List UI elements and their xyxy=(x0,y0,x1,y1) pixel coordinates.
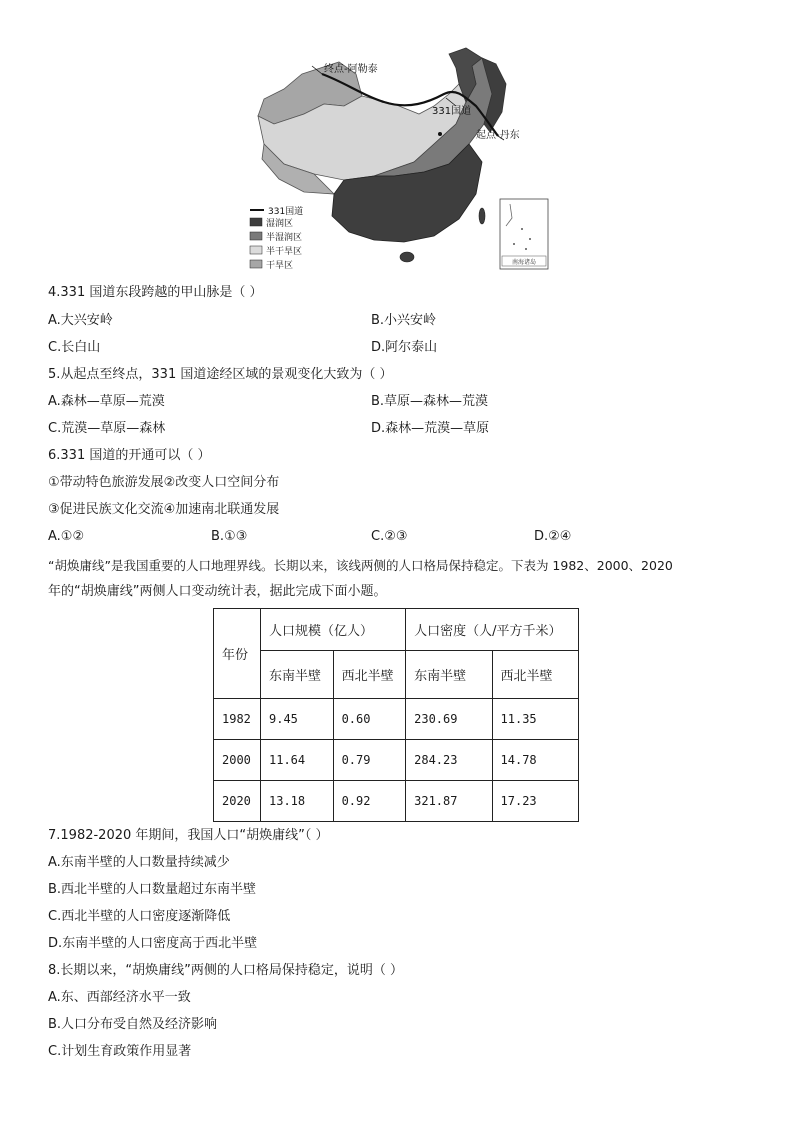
table-cell: 0.92 xyxy=(333,781,406,822)
q6-stem: 6.331 国道的开通可以（ ） xyxy=(48,448,211,463)
table-subheader-density-northwest: 西北半壁 xyxy=(492,651,578,699)
table-cell: 230.69 xyxy=(406,699,492,740)
table-subheader-size-southeast: 东南半壁 xyxy=(261,651,334,699)
table-cell: 13.18 xyxy=(261,781,334,822)
q8-stem: 8.长期以来，“胡焕庸线”两侧的人口格局保持稳定，说明（ ） xyxy=(48,963,404,978)
map-legend xyxy=(250,205,303,271)
q4-option-d[interactable]: D.阿尔泰山 xyxy=(371,340,438,355)
table-cell-year: 1982 xyxy=(214,699,261,740)
table-cell: 14.78 xyxy=(492,740,578,781)
table-cell: 321.87 xyxy=(406,781,492,822)
legend-label-road: 331国道 xyxy=(268,207,304,217)
q8-option-b[interactable]: B.人口分布受自然及经济影响 xyxy=(48,1017,218,1032)
q8-option-c[interactable]: C.计划生育政策作用显著 xyxy=(48,1044,192,1059)
q6-statements-2: ③促进民族文化交流④加速南北联通发展 xyxy=(48,502,280,517)
q4-option-a[interactable]: A.大兴安岭 xyxy=(48,313,113,328)
intro-line-2: 年的“胡焕庸线”两侧人口变动统计表，据此完成下面小题。 xyxy=(48,584,387,599)
q5-option-d[interactable]: D.森林—荒漠—草原 xyxy=(371,421,490,436)
table-cell-year: 2000 xyxy=(214,740,261,781)
q8-option-a[interactable]: A.东、西部经济水平一致 xyxy=(48,990,191,1005)
intro-line-1: “胡焕庸线”是我国重要的人口地理界线。长期以来，该线两侧的人口格局保持稳定。下表为 1982、2000、2020 xyxy=(48,558,673,573)
q5-option-b[interactable]: B.草原—森林—荒漠 xyxy=(371,394,489,409)
q4-option-c[interactable]: C.长白山 xyxy=(48,340,101,355)
table-row xyxy=(214,740,579,781)
climate-zone-map xyxy=(244,44,556,274)
q7-option-a[interactable]: A.东南半壁的人口数量持续减少 xyxy=(48,855,230,870)
q6-option-d[interactable]: D.②④ xyxy=(534,529,572,544)
table-subheader-density-southeast: 东南半壁 xyxy=(406,651,492,699)
q5-option-c[interactable]: C.荒漠—草原—森林 xyxy=(48,421,166,436)
table-subheader-size-northwest: 西北半壁 xyxy=(333,651,406,699)
table-cell-year: 2020 xyxy=(214,781,261,822)
map-end-label: 终点-阿勒泰 xyxy=(324,64,378,75)
q5-stem: 5.从起点至终点，331 国道途经区域的景观变化大致为（ ） xyxy=(48,367,393,382)
table-cell: 9.45 xyxy=(261,699,334,740)
table-cell: 0.79 xyxy=(333,740,406,781)
legend-label-arid: 干旱区 xyxy=(266,261,294,271)
legend-label-humid: 湿润区 xyxy=(266,219,294,229)
legend-label-semi-arid: 半干旱区 xyxy=(266,247,303,257)
table-cell: 11.64 xyxy=(261,740,334,781)
q6-option-b[interactable]: B.①③ xyxy=(211,529,248,544)
table-cell: 11.35 xyxy=(492,699,578,740)
q6-option-a[interactable]: A.①② xyxy=(48,529,85,544)
table-header-population-size: 人口规模（亿人） xyxy=(261,609,406,651)
inset-label: 南海诸岛 xyxy=(511,259,537,266)
table-header-year: 年份 xyxy=(214,609,261,699)
map-start-label: 起点-丹东 xyxy=(476,130,520,141)
q7-option-d[interactable]: D.东南半壁的人口密度高于西北半壁 xyxy=(48,936,258,951)
table-row xyxy=(214,781,579,822)
q4-option-b[interactable]: B.小兴安岭 xyxy=(371,313,437,328)
q6-option-c[interactable]: C.②③ xyxy=(371,529,408,544)
table-header-population-density: 人口密度（人/平方千米） xyxy=(406,609,579,651)
q7-option-c[interactable]: C.西北半壁的人口密度逐渐降低 xyxy=(48,909,231,924)
q6-statements-1: ①带动特色旅游发展②改变人口空间分布 xyxy=(48,475,280,490)
legend-label-semi-humid: 半湿润区 xyxy=(266,233,303,243)
table-cell: 0.60 xyxy=(333,699,406,740)
table-row xyxy=(214,699,579,740)
table-cell: 17.23 xyxy=(492,781,578,822)
table-cell: 284.23 xyxy=(406,740,492,781)
q5-option-a[interactable]: A.森林—草原—荒漠 xyxy=(48,394,165,409)
population-table xyxy=(213,608,579,822)
q4-stem: 4.331 国道东段跨越的甲山脉是（ ） xyxy=(48,285,263,300)
q7-option-b[interactable]: B.西北半壁的人口数量超过东南半壁 xyxy=(48,882,257,897)
q7-stem: 7.1982-2020 年期间，我国人口“胡焕庸线”（ ） xyxy=(48,828,329,843)
map-road-label: 331国道 xyxy=(432,106,472,117)
